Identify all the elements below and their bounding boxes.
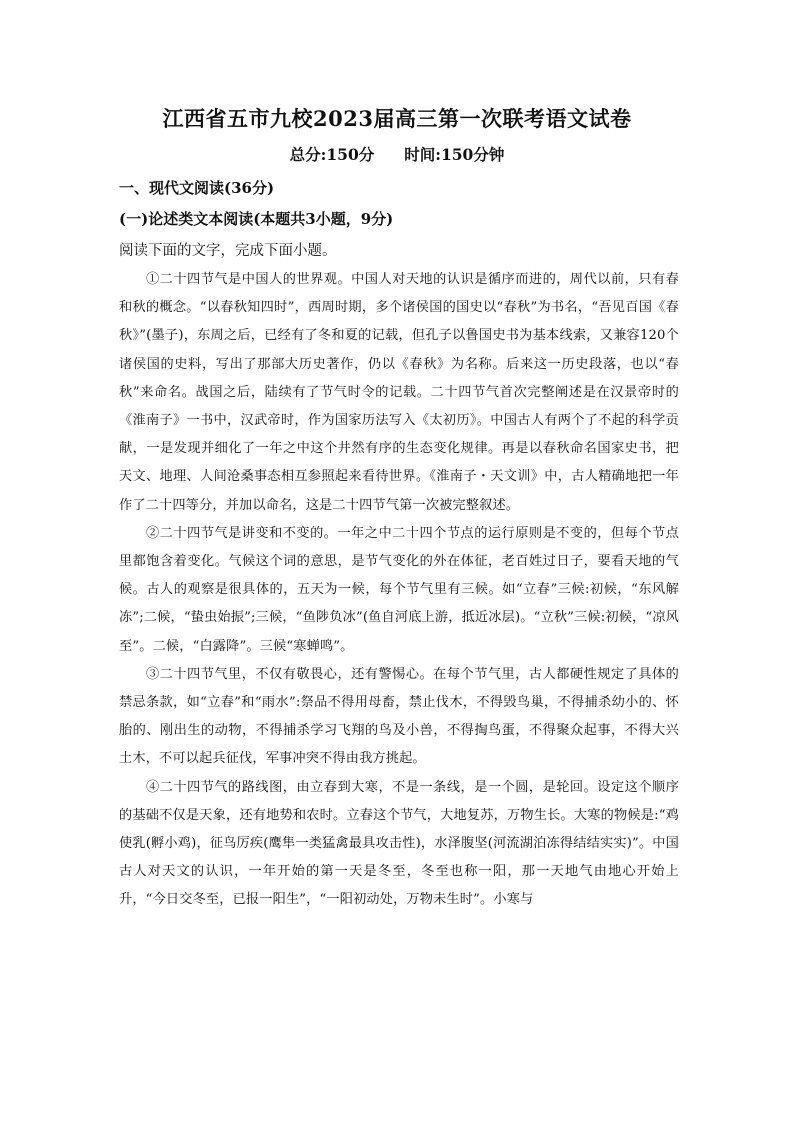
paragraph-3: ③二十四节气里，不仅有敬畏心，还有警惕心。在每个节气里，古人都硬性规定了具体的禁忌条款，如“立春”和“雨水”:祭品不得用母畜，禁止伐木，不得毁鸟巢，不得捕杀幼小的、怀胎的、刚出生的动物，不得捕杀学习飞翔的鸟及小兽，不得掏鸟蛋，不得聚众起事，不得大兴土木，不可以起兵征伐，军事冲突不得由我方挑起。 (119, 666, 679, 767)
paragraph-2: ②二十四节气是讲变和不变的。一年之中二十四个节点的运行原则是不变的，但每个节点里都饱含着变化。气候这个词的意思，是节气变化的外在体征，老百姓过日子，要看天地的气候。古人的观察是很具体的，五天为一候，每个节气里有三候。如“立春”三候:初候，“东风解冻”;二候，“蛰虫始振”;三候，“鱼陟负冰”(鱼自河底上游，抵近冰层)。“立秋”三候:初候，“凉风至”。二候，“白露降”。三候“寒蝉鸣”。 (119, 525, 679, 654)
subsection-heading-1: (一)论述类文本阅读(本题共3小题，9分) (119, 210, 394, 228)
exam-title: 江西省五市九校2023届高三第一次联考语文试卷 (162, 106, 632, 131)
reading-instruction: 阅读下面的文字，完成下面小题。 (119, 243, 337, 259)
passage-body (119, 266, 679, 915)
paragraph-4: ④二十四节气的路线图，由立春到大寒，不是一条线，是一个圆，是轮回。设定这个顺序的基础不仅是天象，还有地势和农时。立春这个节气，大地复苏，万物生长。大寒的物候是:“鸡使乳(孵小鸡)，征鸟厉疾(鹰隼一类猛禽最具攻击性)，水泽腹坚(河流湖泊冻得结结实实)”。中国古人对天文的认识，一年开始的第一天是冬至，冬至也称一阳，那一天地气由地心开始上升，“今日交冬至，已报一阳生”，“一阳初动处，万物未生时”。小寒与 (119, 779, 679, 908)
exam-meta (0, 143, 794, 165)
section-heading-1: 一、现代文阅读(36分) (119, 179, 275, 197)
total-score: 总分:150分 (289, 145, 375, 164)
time-limit: 时间:150分钟 (404, 145, 505, 164)
paragraph-1: ①二十四节气是中国人的世界观。中国人对天地的认识是循序而进的，周代以前，只有春和秋的概念。“以春秋知四时”，西周时期，多个诸侯国的国史以“春秋”为书名，“吾见百国《春秋》”(墨子)，东周之后，已经有了冬和夏的记载，但孔子以鲁国史书为基本线索，又兼容120个诸侯国的史料，写出了那部大历史著作，仍以《春秋》为名称。后来这一历史段落，也以“春秋”来命名。战国之后，陆续有了节气时令的记载。二十四节气首次完整阐述是在汉景帝时的《淮南子》一书中，汉武帝时，作为国家历法写入《太初历》。中国古人有两个了不起的科学贡献，一是发现并细化了一年之中这个井然有序的生态变化规律。再是以春秋命名国家史书，把天文、地理、人间沧桑事态相互参照起来看待世界。《淮南子・天文训》中，古人精确地把一年作了二十四等分，并加以命名，这是二十四节气第一次被完整叙述。 (119, 272, 679, 513)
